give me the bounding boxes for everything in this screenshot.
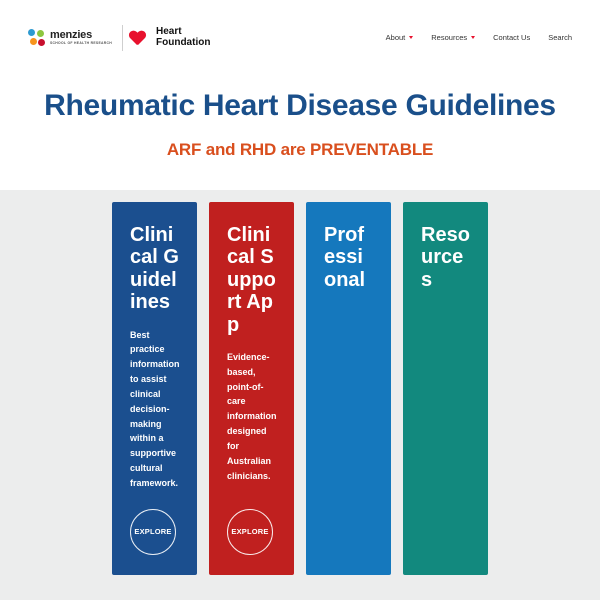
cards-band [0,190,600,600]
heart-icon [133,29,151,47]
logo-group[interactable] [28,25,210,51]
menzies-tagline: SCHOOL OF HEALTH RESEARCH [50,40,113,45]
card-description: Evidence-based, point-of-care information designed for Australian clinicians. [227,351,277,481]
nav-item-contact-us-label: Contact Us [493,33,531,42]
nav-item-resources[interactable] [431,33,475,42]
logo-divider [122,25,123,51]
card-clinical-guidelines[interactable] [112,202,197,575]
page-title: Rheumatic Heart Disease Guidelines [44,89,556,122]
hero-section [0,75,600,190]
nav-item-resources-label: Resources [431,33,468,42]
nav-item-search-label: Search [548,33,572,42]
heart-foundation-line2: Foundation [156,36,211,48]
main-nav [386,33,572,42]
chevron-down-icon [471,36,475,39]
card-grid [0,202,600,575]
heart-foundation-line1: Heart [156,26,182,37]
nav-item-search[interactable] [548,33,572,42]
nav-item-contact-us[interactable] [493,33,530,42]
menzies-logo[interactable] [28,29,112,47]
menzies-wordmark: menzies [50,28,93,41]
heart-foundation-logo[interactable] [133,27,210,48]
card-title: Professional [324,224,366,291]
card-title: Resources [421,224,470,291]
nav-item-about[interactable] [386,33,414,42]
card-title: Clinical Support App [227,224,276,336]
explore-button[interactable]: EXPLORE [227,509,273,555]
card-clinical-support-app[interactable] [209,202,294,575]
card-professional[interactable] [306,202,391,575]
explore-button[interactable]: EXPLORE [130,509,176,555]
card-resources[interactable] [403,202,488,575]
card-title: Clinical Guidelines [130,224,179,314]
menzies-dots-icon [28,29,46,47]
chevron-down-icon [409,36,413,39]
card-description: Best practice information to assist clinical decision-making within a supportive cultural framework. [130,329,180,488]
nav-item-about-label: About [385,33,406,42]
site-header [0,0,600,75]
hero-subtitle: ARF and RHD are PREVENTABLE [166,140,434,159]
